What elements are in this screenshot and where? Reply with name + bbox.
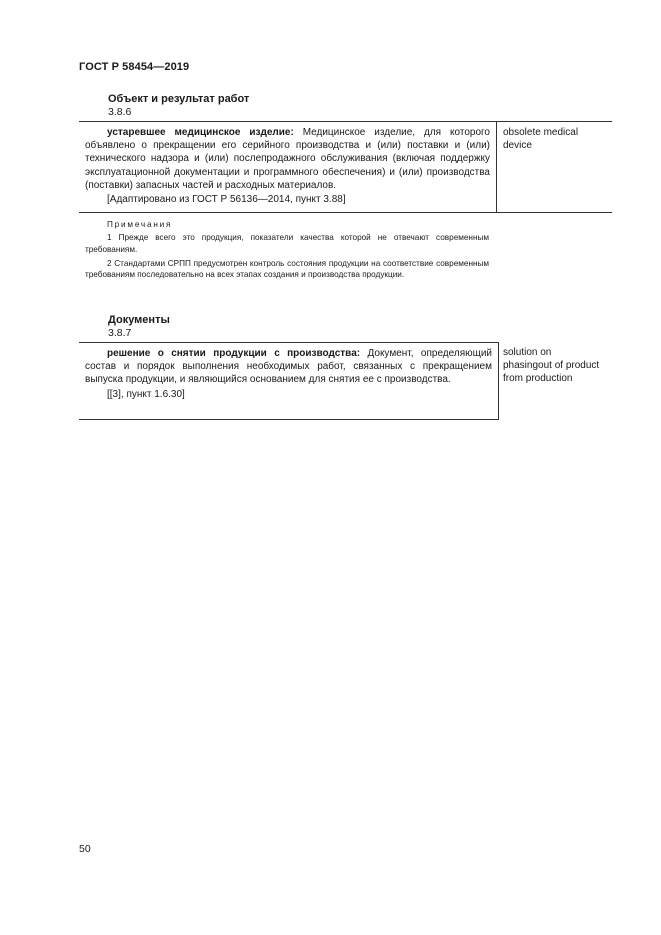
- term-entry-obsolete-device: [79, 121, 612, 213]
- section-heading-documents: Документы: [108, 314, 170, 326]
- page-number: 50: [79, 843, 91, 855]
- note-item: [85, 232, 489, 255]
- notes-title: Примечания: [107, 220, 173, 229]
- term-entry-phasing-out: [79, 342, 499, 420]
- term-definition-cell: [79, 122, 497, 212]
- note-text: 2 Стандартами СРПП предусмотрен контроль состояния продукции на соответствие современным требованиям последовательно на всех этапах создания и производства продукции.: [85, 258, 489, 280]
- section-number-3-8-7: 3.8.7: [108, 327, 132, 339]
- term-name: решение о снятии продукции с производства:: [107, 348, 361, 359]
- note-text: 1 Прежде всего это продукция, показатели качества которой не отвечают современным требованиям.: [85, 233, 489, 254]
- term-source: [Адаптировано из ГОСТ Р 56136—2014, пункт 3.88]: [107, 194, 346, 206]
- term-name: устаревшее медицинское изделие:: [107, 127, 294, 138]
- term-english-equivalent: obsolete medical device: [503, 127, 579, 151]
- term-definition-paragraph: [79, 122, 496, 192]
- note-item: [85, 258, 489, 281]
- section-number-3-8-6: 3.8.6: [108, 106, 132, 118]
- term-definition-text: Документ, определяющий состав и порядок выполнения необходимых работ, связанных с прекращением выпуска продукции, и являющийся основанием для снятия ее с производства.: [85, 348, 493, 386]
- document-header: ГОСТ Р 58454—2019: [79, 61, 190, 73]
- notes-block: [85, 219, 489, 283]
- term-definition-cell: [79, 343, 499, 419]
- term-definition-paragraph: [79, 343, 498, 387]
- term-english-equivalent: solution on phasingout of product from production: [503, 347, 600, 384]
- section-heading-object: Объект и результат работ: [108, 93, 250, 105]
- term-source: [[3], пункт 1.6.30]: [107, 388, 185, 400]
- term-definition-text: Медицинское изделие, для которого объявлено о прекращении его серийного производства и (или) поставки и (или) технического надзора и (или) послепродажного обслуживания (включая поддержку эксплуатационной документации и программного обеспечения) и (или) производства (поставки) запасных частей и расходных материалов.: [85, 127, 490, 191]
